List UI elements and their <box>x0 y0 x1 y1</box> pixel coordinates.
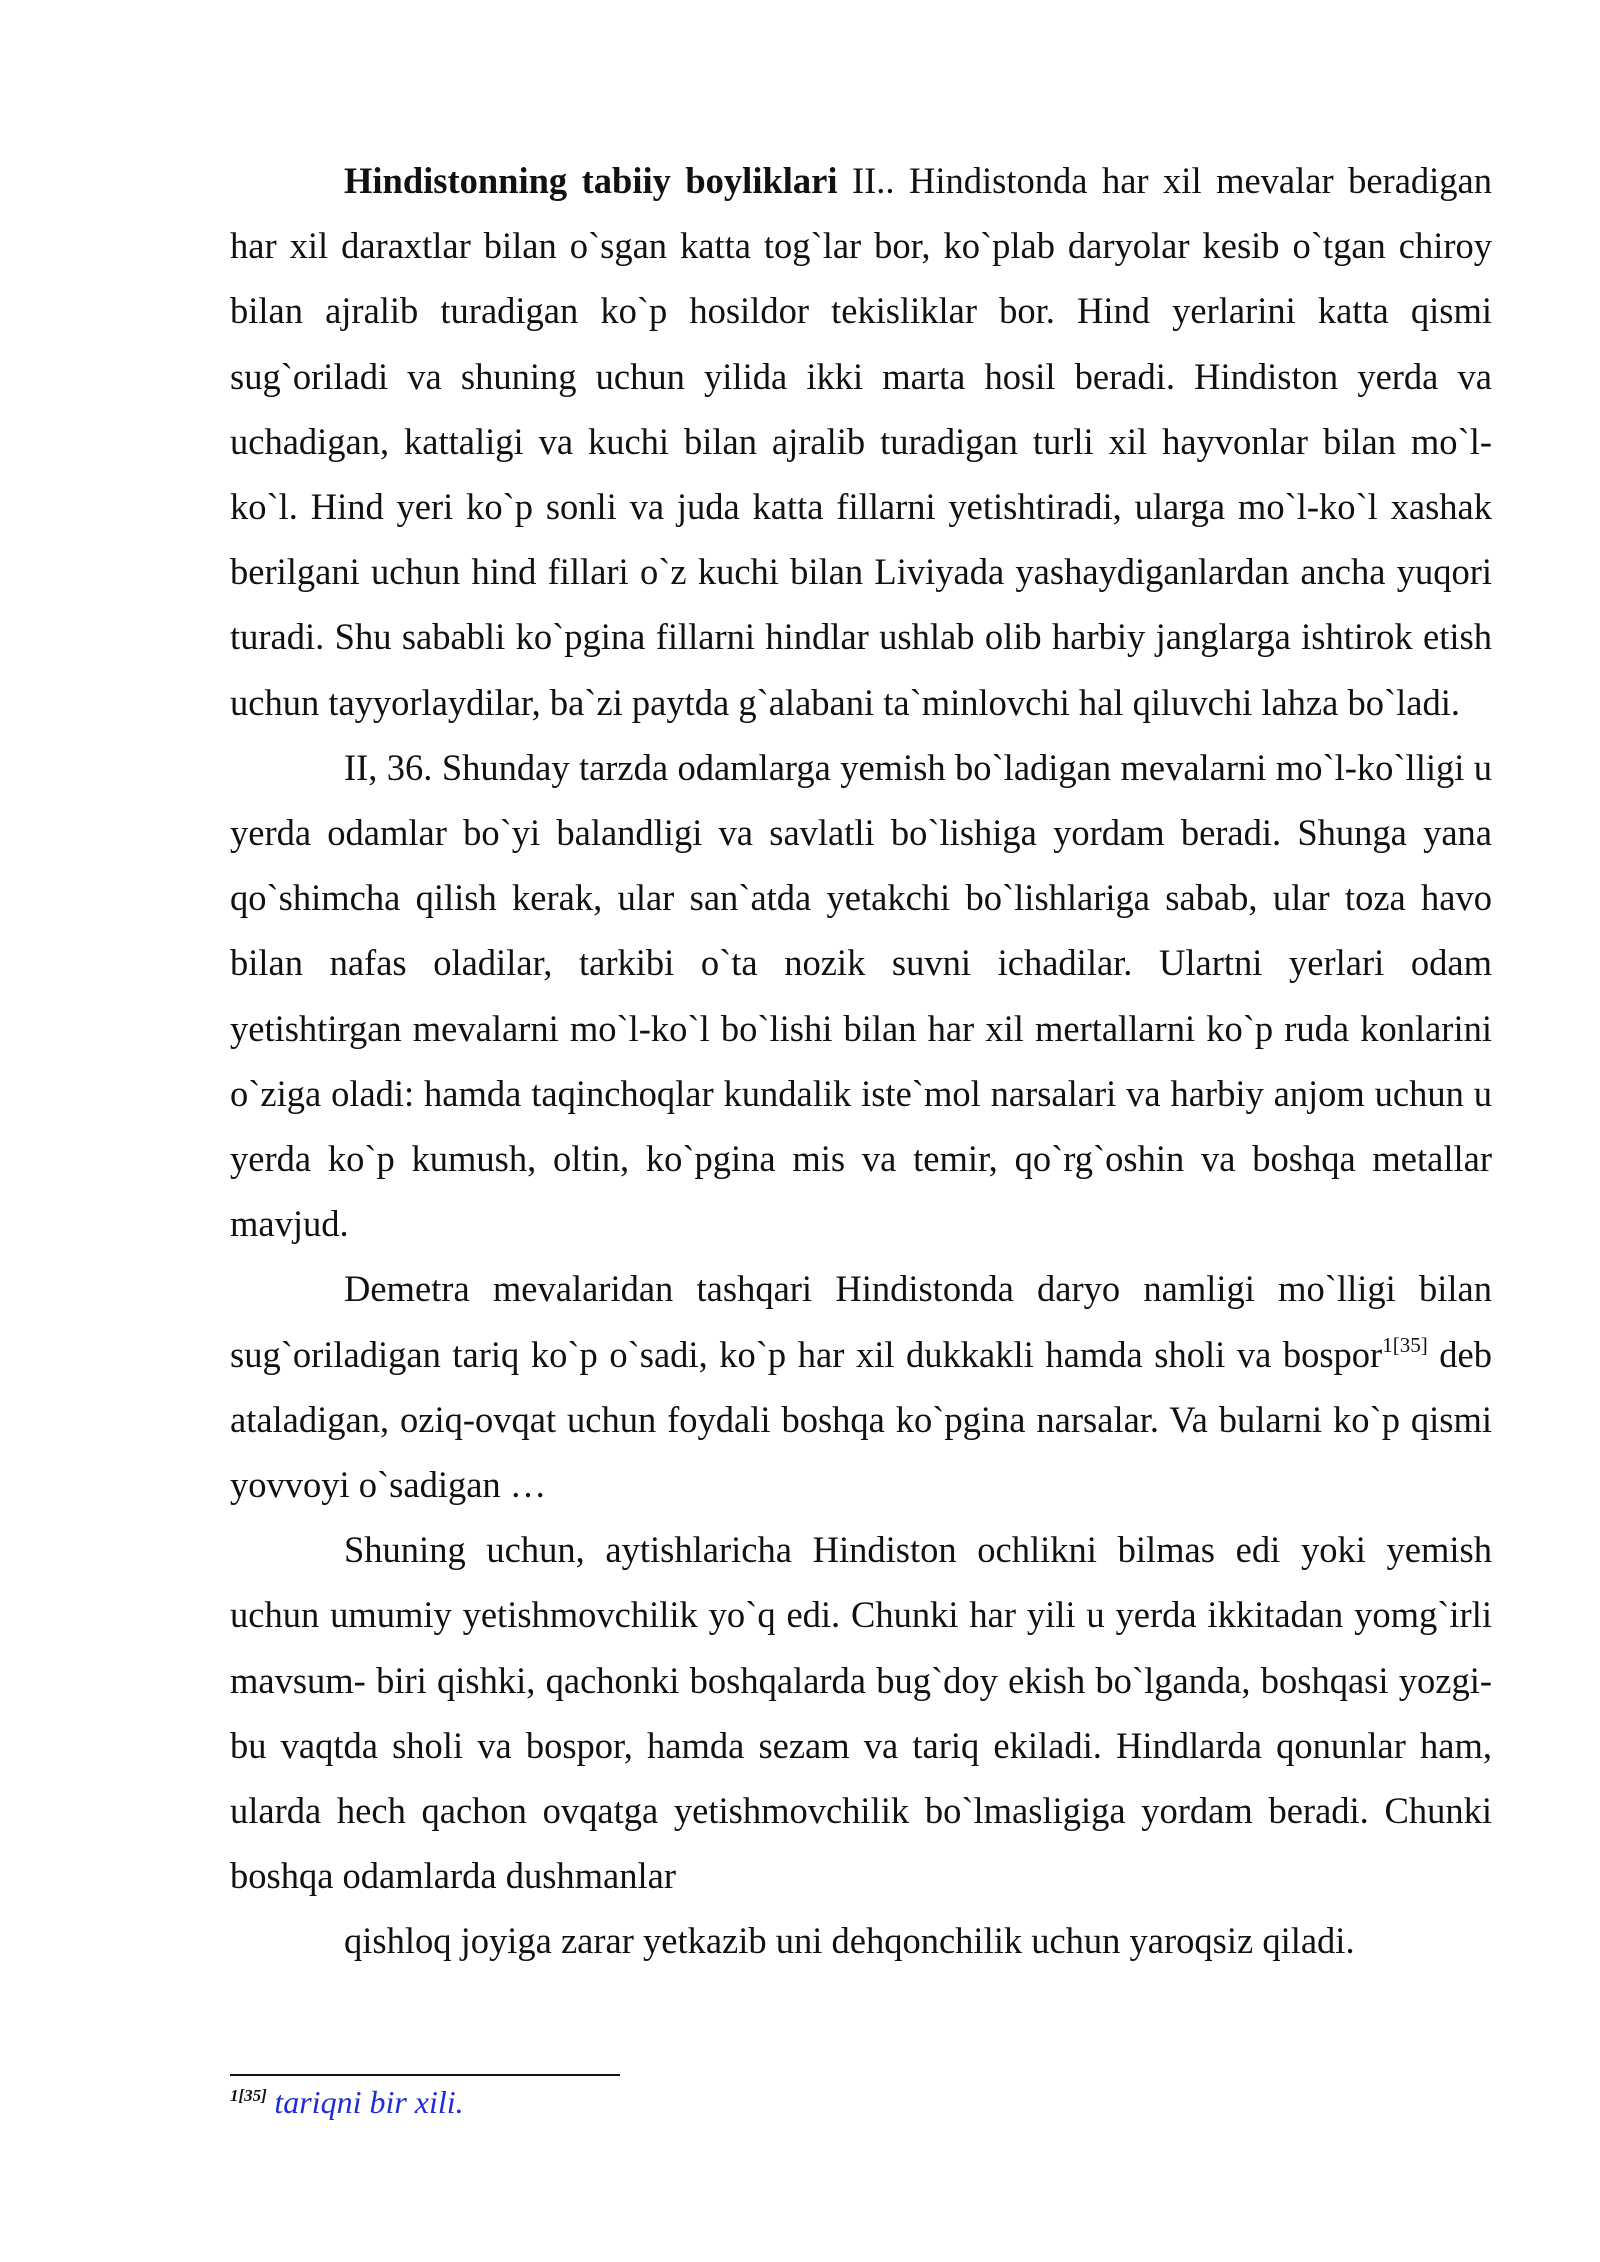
paragraph-3-text-after: deb ataladigan, oziq-ovqat uchun foydali boshqa ko`pgina narsalar. Va bularni ko`p qismi yovvoyi o`sadigan … <box>230 1333 1493 1506</box>
paragraph-1-text: II.. Hindistonda har xil mevalar beradigan har xil daraxtlar bilan o`sgan katta tog`lar bor, ko`plab daryolar kesib o`tgan chiroy bilan ajralib turadigan ko`p hosildor tekisliklar bor. Hind yerlarini katta qismi sug`oriladi va shuning uchun yilida ikki marta hosil beradi. Hindiston yerda va uchadigan, kattaligi va kuchi bilan ajralib turadigan turli xil hayvonlar bilan mo`l-ko`l. Hind yeri ko`p sonli va juda katta fillarni yetishtiradi, ularga mo`l-ko`l xashak berilgani uchun hind fillari o`z kuchi bilan Liviyada yashaydiganlardan ancha yuqori turadi. Shu sababli ko`pgina fillarni hindlar ushlab olib harbiy janglarga ishtirok etish uchun tayyorlaydilar, ba`zi paytda g`alabani ta`minlovchi hal qiluvchi lahza bo`ladi. <box>230 160 1492 723</box>
footnote-separator <box>230 2074 620 2076</box>
paragraph-5 <box>230 1908 1492 1973</box>
paragraph-2-text: II, 36. Shunday tarzda odamlarga yemish bo`ladigan mevalarni mo`l-ko`lligi u yerda odamlar bo`yi balandligi va savlatli bo`lishiga yordam beradi. Shunga yana qo`shimcha qilish kerak, ular san`atda yetakchi bo`lishlariga sabab, ular toza havo bilan nafas oladilar, tarkibi o`ta nozik suvni ichadilar. Ulartni yerlari odam yetishtirgan mevalarni mo`l-ko`l bo`lishi bilan har xil mertallarni ko`p ruda konlarini o`ziga oladi: hamda taqinchoqlar kundalik iste`mol narsalari va harbiy anjom uchun u yerda ko`p kumush, oltin, ko`pgina mis va temir, qo`rg`oshin va boshqa metallar mavjud. <box>230 746 1492 1245</box>
paragraph-5-text: qishloq joyiga zarar yetkazib uni dehqonchilik uchun yaroqsiz qiladi. <box>344 1920 1355 1962</box>
paragraph-4-text: Shuning uchun, aytishlaricha Hindiston ochlikni bilmas edi yoki yemish uchun umumiy yetishmovchilik yo`q edi. Chunki har yili u yerda ikkitadan yomg`irli mavsum- biri qishki, qachonki boshqalarda bug`doy ekish bo`lganda, boshqasi yozgi- bu vaqtda sholi va bospor, hamda sezam va tariq ekiladi. Hindlarda qonunlar ham, ularda hech qachon ovqatga yetishmovchilik bo`lmasligiga yordam beradi. Chunki boshqa odamlarda dushmanlar <box>230 1529 1492 1897</box>
paragraph-4 <box>230 1517 1492 1908</box>
paragraph-3 <box>230 1256 1492 1517</box>
footnote-text: tariqni bir xili. <box>274 2084 464 2120</box>
section-heading: Hindistonning tabiiy boyliklari <box>344 160 838 201</box>
document-body <box>230 148 1492 1974</box>
footnote-reference[interactable]: 1[35] <box>1382 1332 1428 1357</box>
footnote-mark: 1[35] <box>230 2086 267 2105</box>
paragraph-3-text-before: Demetra mevalaridan tashqari Hindistonda daryo namligi mo`lligi bilan sug`oriladigan tariq ko`p o`sadi, ko`p har xil dukkakli hamda sholi va bospor <box>230 1268 1492 1375</box>
paragraph-1 <box>230 148 1492 735</box>
footnote <box>230 2080 1430 2126</box>
paragraph-2 <box>230 735 1492 1257</box>
